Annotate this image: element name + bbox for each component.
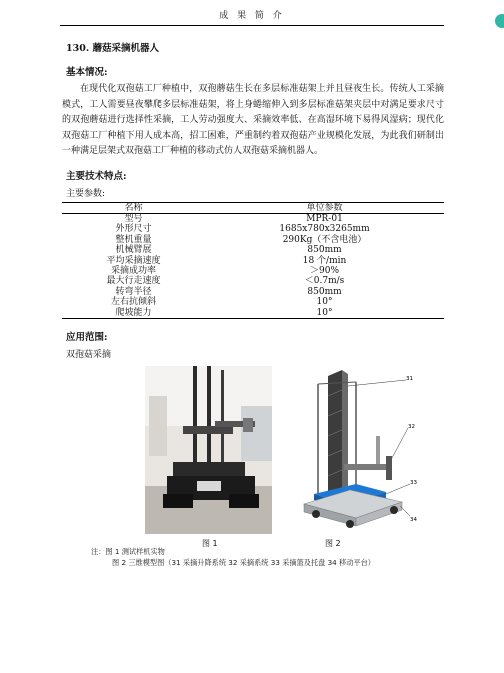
- spec-name: 左右抗倾斜: [111, 297, 157, 308]
- table-row: [62, 287, 444, 297]
- spec-name: 采摘成功率: [111, 265, 157, 276]
- prototype-photo: [145, 366, 272, 534]
- note-line-2: 图 2 三维模型图（31 采摘升降系统 32 采摘系统 33 采摘篮及托盘 34 移动平台）: [112, 557, 375, 567]
- spec-value: MPR-01: [306, 213, 343, 224]
- spec-name: 爬坡能力: [62, 308, 205, 319]
- callout-31: 31: [406, 375, 413, 382]
- spec-value: 10°: [316, 297, 333, 308]
- table-header-row: [62, 202, 444, 213]
- specs-heading: 主要技术特点:: [66, 170, 127, 182]
- spec-value: 18 个/min: [302, 255, 347, 266]
- spec-value: ＜0.7m/s: [304, 276, 345, 287]
- application-heading: 应用范围:: [66, 331, 108, 343]
- table-row: [62, 224, 444, 234]
- spec-name: 外形尺寸: [115, 224, 152, 235]
- figure-1-caption: 图 1: [202, 538, 218, 548]
- page-header: 成 果 简 介: [60, 8, 444, 26]
- specs-subheading: 主要参数:: [66, 188, 106, 199]
- basic-heading: 基本情况:: [66, 67, 108, 78]
- spec-table: [62, 202, 444, 319]
- table-row: [62, 213, 444, 224]
- spec-name: 型号: [124, 213, 143, 224]
- spec-name: 整机重量: [115, 234, 152, 245]
- page-title: 130. 蘑菇采摘机器人: [66, 43, 159, 54]
- table-row: [62, 297, 444, 307]
- spec-name: 最大行走速度: [106, 276, 161, 287]
- prototype-photo-drawing: [145, 366, 272, 534]
- callout-33: 33: [410, 479, 417, 486]
- spec-value: 1685x780x3265mm: [279, 224, 370, 235]
- callout-32: 32: [408, 423, 415, 430]
- figures: [62, 366, 444, 546]
- table-row: [62, 308, 444, 319]
- application-text: 双孢菇采摘: [66, 349, 112, 360]
- spec-name: 机械臂展: [115, 245, 152, 256]
- spec-name: 转弯半径: [115, 286, 152, 297]
- spec-value: 10°: [205, 308, 444, 319]
- table-row: [62, 266, 444, 276]
- basic-paragraph: 在现代化双孢菇工厂种植中，双孢蘑菇生长在多层标准菇架上并且昼夜生长。传统人工采摘模式，工人需要昼夜攀爬多层标准菇架，将上身蜷缩伸入到多层标准菇架夹层中对满足要求尺寸的双孢蘑菇进行选择性采摘，工人劳动强度大、采摘效率低、在高湿环境下易得风湿病；现代化双孢菇工厂种植下用人成本高，招工困难，严重制约着双孢菇产业规模化发展，为此我们研制出一种满足层架式双孢菇工厂种植的移动式仿人双孢菇采摘机器人。: [62, 84, 444, 156]
- spec-value: 290Kg（不含电池）: [282, 234, 367, 245]
- spec-value: ＞90%: [310, 265, 340, 276]
- col-value-header: 单位参数: [205, 202, 444, 213]
- spec-value: 850mm: [307, 245, 342, 256]
- document-body: [62, 40, 444, 568]
- figure-2-caption: 图 2: [325, 538, 341, 548]
- model-figure: [290, 366, 420, 534]
- spec-name: 平均采摘速度: [106, 255, 161, 266]
- table-row: [62, 235, 444, 245]
- table-row: [62, 276, 444, 286]
- callout-34: 34: [410, 516, 417, 523]
- col-name-header: 名称: [62, 202, 205, 213]
- spec-value: 850mm: [307, 286, 342, 297]
- figure-notes: [62, 546, 444, 568]
- table-row: [62, 245, 444, 255]
- corner-badge-icon: [495, 14, 504, 28]
- note-line-1: 注：图 1 测试样机实物: [91, 546, 165, 556]
- model-drawing: [290, 366, 420, 534]
- table-row: [62, 256, 444, 266]
